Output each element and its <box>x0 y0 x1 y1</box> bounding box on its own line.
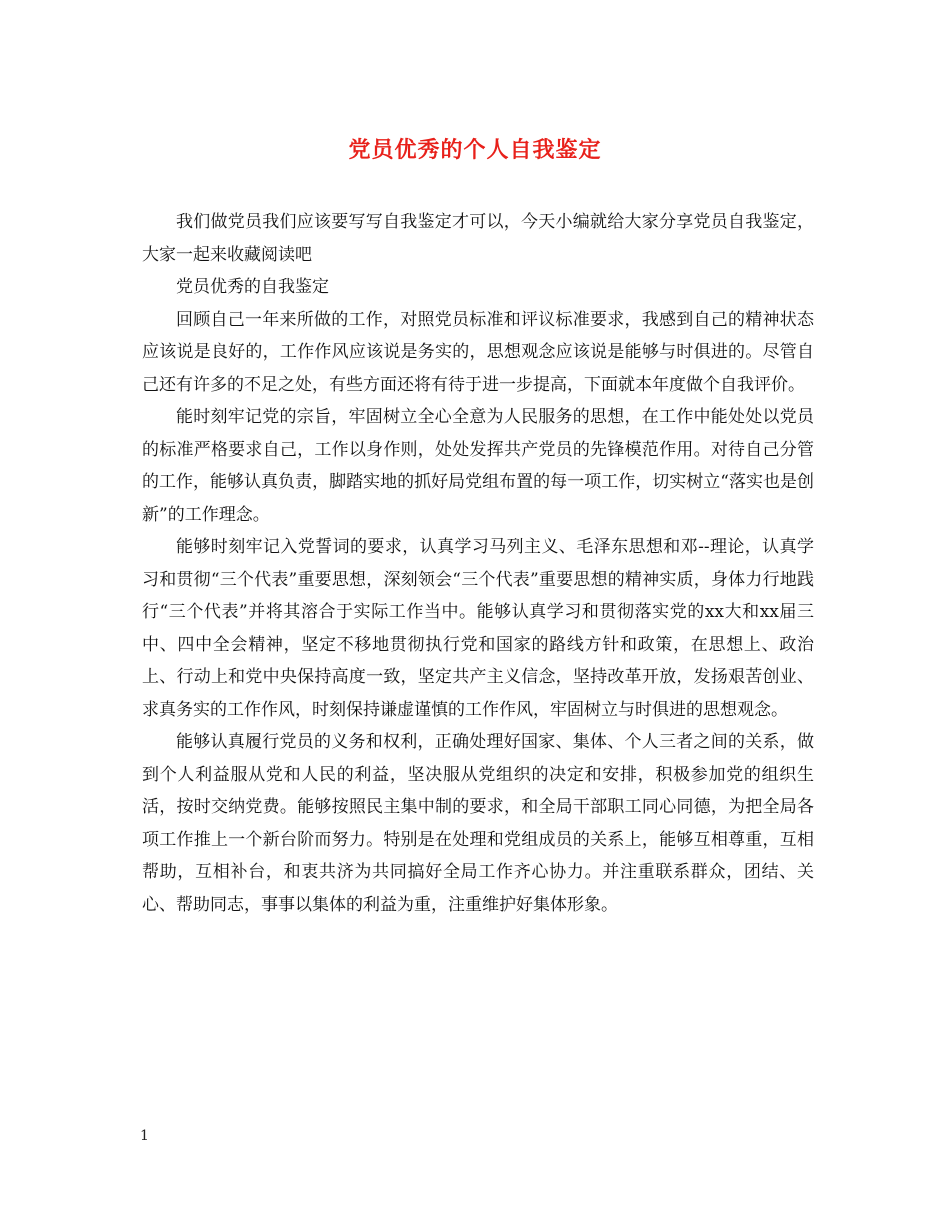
body-paragraph: 回顾自己一年来所做的工作，对照党员标准和评议标准要求，我感到自己的精神状态应该说是良好的，工作作风应该说是务实的，思想观念应该说是能够与时俱进的。尽管自己还有许多的不足之处，有些方面还将有待于进一步提高，下面就本年度做个自我评价。 <box>142 309 814 395</box>
page-number: 1 <box>140 1128 149 1144</box>
body-paragraph: 能够认真履行党员的义务和权利，正确处理好国家、集体、个人三者之间的关系，做到个人利益服从党和人民的利益，坚决服从党组织的决定和安排，积极参加党的组织生活，按时交纳党费。能够按照民主集中制的要求，和全局干部职工同心同德，为把全局各项工作推上一个新台阶而努力。特别是在处理和党组成员的关系上，能够互相尊重，互相帮助，互相补台，和衷共济为共同搞好全局工作齐心协力。并注重联系群众，团结、关心、帮助同志，事事以集体的利益为重，注重维护好集体形象。 <box>142 732 814 915</box>
intro-paragraph: 我们做党员我们应该要写写自我鉴定才可以，今天小编就给大家分享党员自我鉴定，大家一起来收藏阅读吧 <box>142 212 814 265</box>
body-paragraph: 能时刻牢记党的宗旨，牢固树立全心全意为人民服务的思想，在工作中能处处以党员的标准严格要求自己，工作以身作则，处处发挥共产党员的先锋模范作用。对待自己分管的工作，能够认真负责，脚踏实地的抓好局党组布置的每一项工作，切实树立“落实也是创新”的工作理念。 <box>142 407 814 525</box>
body-paragraph: 能够时刻牢记入党誓词的要求，认真学习马列主义、毛泽东思想和邓--理论，认真学习和贯彻“三个代表”重要思想，深刻领会“三个代表”重要思想的精神实质，身体力行地践行“三个代表”并将其溶合于实际工作当中。能够认真学习和贯彻落实党的xx大和xx届三中、四中全会精神，坚定不移地贯彻执行党和国家的路线方针和政策，在思想上、政治上、行动上和党中央保持高度一致，坚定共产主义信念，坚持改革开放，发扬艰苦创业、求真务实的工作作风，时刻保持谦虚谨慎的工作作风，牢固树立与时俱进的思想观念。 <box>142 537 814 720</box>
document-body <box>142 206 814 921</box>
section-heading: 党员优秀的自我鉴定 <box>176 277 329 297</box>
document-title: 党员优秀的个人自我鉴定 <box>348 137 602 163</box>
